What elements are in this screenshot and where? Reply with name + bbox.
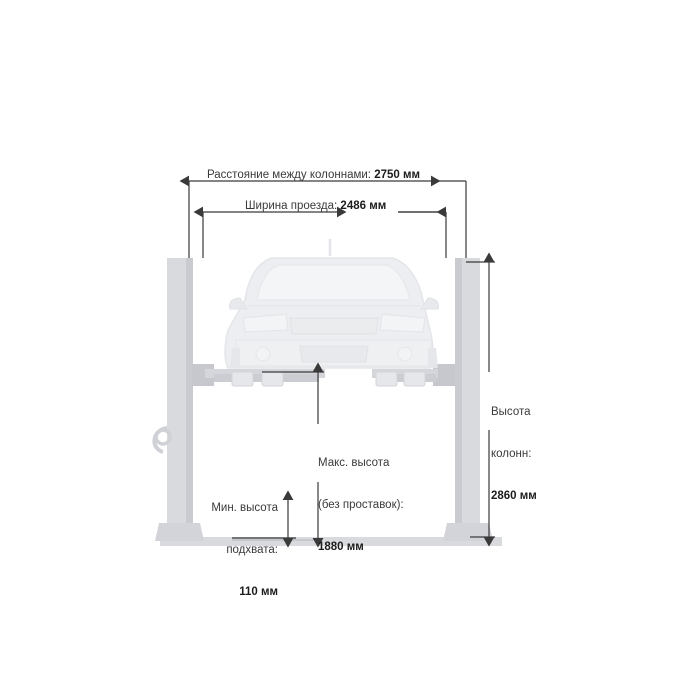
drive-width-label	[245, 199, 386, 213]
right-column-shade	[455, 258, 462, 541]
column-distance-text: Расстояние между колоннами:	[207, 169, 371, 181]
drive-width-text: Ширина проезда:	[245, 200, 338, 212]
column-height-value: 2860 мм	[491, 490, 537, 503]
car-silhouette	[225, 239, 439, 368]
left-pad-front	[262, 372, 283, 386]
left-fog-lamp	[256, 347, 270, 361]
column-height-text-line1: Высота	[491, 406, 531, 419]
column-distance-label	[207, 168, 420, 182]
min-height-text-line2: подхвата:	[226, 544, 278, 557]
column-height-label	[491, 377, 537, 531]
right-pad-front	[376, 372, 397, 386]
max-height-value: 1880 мм	[318, 541, 364, 554]
left-pad-rear	[232, 372, 253, 386]
right-pad-rear	[404, 372, 425, 386]
left-column-foot	[155, 523, 204, 541]
min-height-label	[200, 473, 278, 627]
windshield	[257, 265, 410, 300]
lower-grille	[300, 346, 368, 362]
right-wheel	[428, 348, 438, 368]
right-column-foot	[443, 523, 493, 541]
max-height-text-line2: (без проставок):	[318, 499, 404, 512]
right-fog-lamp	[398, 347, 412, 361]
drive-width-value: 2486 мм	[340, 200, 387, 212]
max-height-label	[318, 428, 404, 582]
column-distance-value: 2750 мм	[374, 169, 420, 181]
grille	[290, 318, 378, 334]
max-height-text-line1: Макс. высота	[318, 457, 390, 470]
min-height-value: 110 мм	[239, 586, 278, 599]
left-column-shade	[186, 258, 193, 541]
column-height-text-line2: колонн:	[491, 448, 532, 461]
min-height-text-line1: Мин. высота	[211, 502, 278, 515]
